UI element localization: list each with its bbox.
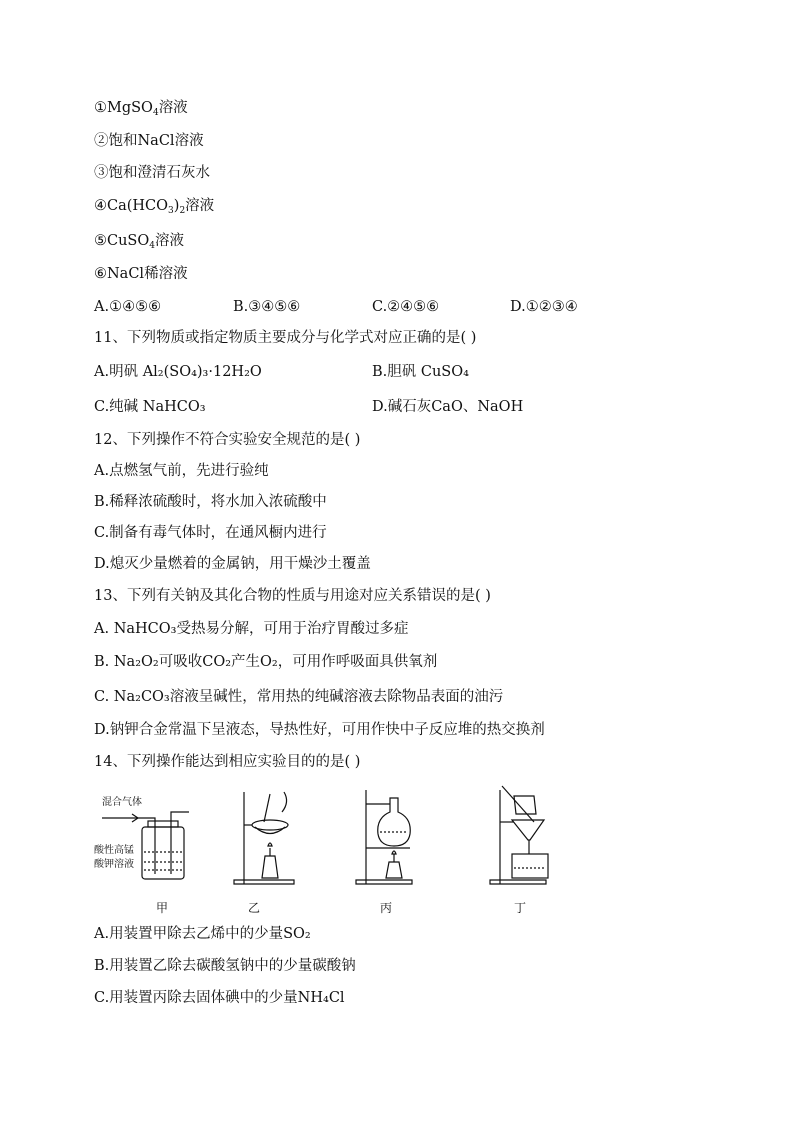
q10-option-d: D.①②③④	[510, 299, 578, 315]
q12-stem: 12、下列操作不符合实验安全规范的是( )	[94, 432, 361, 448]
q14-option-c: C.用装置丙除去固体碘中的少量NH₄Cl	[94, 990, 345, 1006]
label-mixed-gas: 混合气体	[102, 797, 142, 808]
q13-option-c: C. Na₂CO₃溶液呈碱性，常用热的纯碱溶液去除物品表面的油污	[94, 689, 504, 705]
apparatus-ding	[490, 786, 548, 884]
q11-options-row1	[94, 362, 614, 382]
caption-bing: 丙	[380, 901, 393, 915]
reagent-item-5: ⑤CuSO$_4$溶液	[94, 233, 184, 251]
reagent-item-2: ②饱和NaCl溶液	[94, 133, 204, 149]
apparatus-drawing	[94, 782, 574, 917]
label-reagent-line2: 酸钾溶液	[94, 859, 134, 870]
q11-option-d: D.碱石灰CaO、NaOH	[372, 399, 524, 415]
q11-stem: 11、下列物质或指定物质主要成分与化学式对应正确的是( )	[94, 330, 477, 346]
caption-jia: 甲	[156, 901, 169, 915]
q12-option-c: C.制备有毒气体时，在通风橱内进行	[94, 525, 327, 541]
q10-option-c: C.②④⑤⑥	[372, 299, 440, 315]
q11-option-c: C.纯碱 NaHCO₃	[94, 399, 206, 415]
q14-option-a: A.用装置甲除去乙烯中的少量SO₂	[94, 926, 311, 942]
caption-yi: 乙	[248, 901, 261, 915]
apparatus-figure	[94, 782, 574, 917]
q14-option-b: B.用装置乙除去碳酸氢钠中的少量碳酸钠	[94, 958, 356, 974]
caption-ding: 丁	[514, 901, 527, 915]
q11-option-a: A.明矾 Al₂(SO₄)₃·12H₂O	[94, 364, 262, 380]
reagent-item-3: ③饱和澄清石灰水	[94, 165, 210, 181]
q12-option-a: A.点燃氢气前，先进行验纯	[94, 463, 269, 479]
q10-option-b: B.③④⑤⑥	[233, 299, 301, 315]
reagent-item-4: $④Ca(HCO_3)_2$溶液	[94, 198, 215, 216]
label-reagent-line1: 酸性高锰	[94, 845, 134, 856]
q12-option-d: D.熄灭少量燃着的金属钠，用干燥沙土覆盖	[94, 556, 371, 572]
apparatus-bing	[356, 790, 412, 884]
q13-option-a: A. NaHCO₃受热易分解，可用于治疗胃酸过多症	[94, 621, 409, 637]
q13-stem: 13、下列有关钠及其化合物的性质与用途对应关系错误的是( )	[94, 588, 491, 604]
q13-option-d: D.钠钾合金常温下呈液态，导热性好，可用作快中子反应堆的热交换剂	[94, 722, 545, 738]
q14-stem: 14、下列操作能达到相应实验目的的是( )	[94, 754, 361, 770]
reagent-item-1: ①MgSO$_4$溶液	[94, 100, 188, 118]
reagent-item-6: ⑥NaCl稀溶液	[94, 266, 188, 282]
q12-option-b: B.稀释浓硫酸时，将水加入浓硫酸中	[94, 494, 327, 510]
q11-option-b: B.胆矾 CuSO₄	[372, 364, 469, 380]
q11-options-row2	[94, 397, 614, 417]
q10-options	[94, 297, 614, 317]
q13-option-b: B. Na₂O₂可吸收CO₂产生O₂，可用作呼吸面具供氧剂	[94, 654, 438, 670]
apparatus-yi	[234, 792, 294, 884]
q10-option-a: A.①④⑤⑥	[94, 299, 162, 315]
